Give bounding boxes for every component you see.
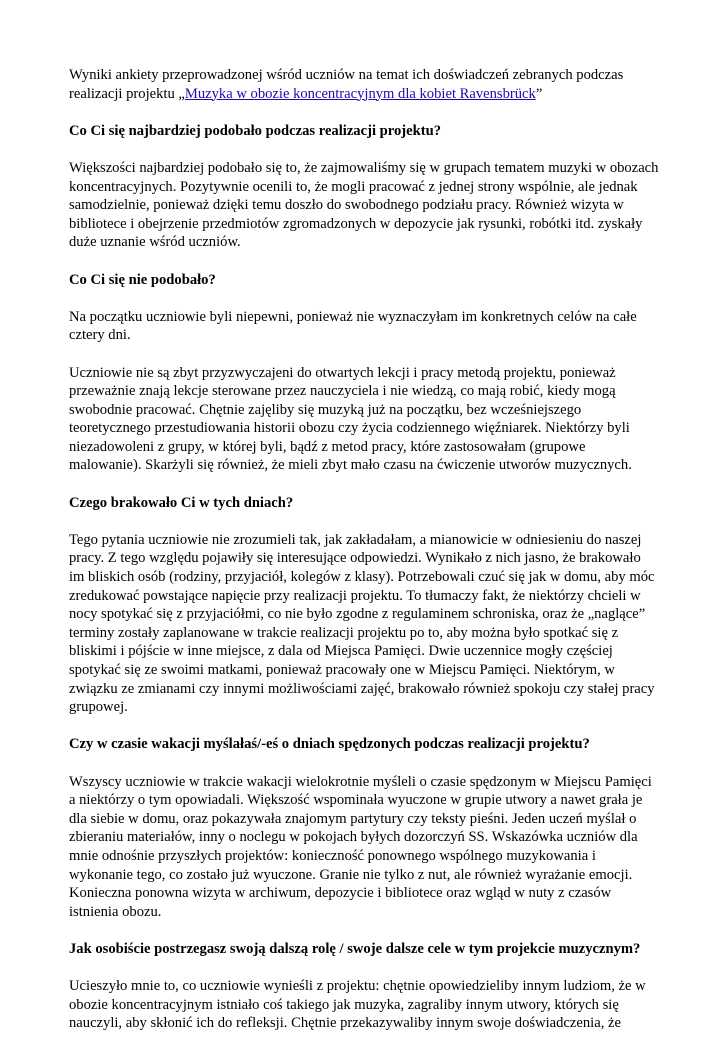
section-paragraph-liked: Większości najbardziej podobało się to, że zajmowaliśmy się w grupach tematem muzyki w obozach koncentracyjnych. Pozytywnie ocenili to, że mogli pracować z jednej strony wspólnie, ale jednak samodzielnie, ponieważ dzięki temu doszło do swobodnego podziału pracy. Również wizyta w bibliotece i obejrzenie przedmiotów zgromadzonych w depozycie jak rysunki, robótki itd. zyskały duże uznanie wśród uczniów. bbox=[69, 159, 659, 251]
document-page bbox=[69, 66, 659, 1051]
section-paragraph-disliked-2: Uczniowie nie są zbyt przyzwyczajeni do otwartych lekcji i pracy metodą projektu, ponieważ przeważnie znają lekcje sterowane przez nauczyciela i nie wiedzą, co mają robić, kiedy mogą swobodnie pracować. Chętnie zajęliby się muzyką już na początku, bez wcześniejszego teoretycznego przestudiowania historii obozu czy życia codziennego więźniarek. Niektórzy byli niezadowoleni z grupy, w której byli, bądź z metod pracy, które zastosowałam (grupowe malowanie). Skarżyli się również, że mieli zbyt mało czasu na ćwiczenie utworów muzycznych. bbox=[69, 364, 632, 474]
section-heading-liked: Co Ci się najbardziej podobało podczas realizacji projektu? bbox=[69, 122, 441, 139]
section-paragraph-disliked-1: Na początku uczniowie byli niepewni, ponieważ nie wyznaczyłam im konkretnych celów na całe cztery dni. bbox=[69, 308, 637, 344]
section-heading-missing: Czego brakowało Ci w tych dniach? bbox=[69, 494, 294, 511]
project-link[interactable]: Muzyka w obozie koncentracyjnym dla kobiet Ravensbrück bbox=[184, 85, 536, 102]
intro-paragraph bbox=[69, 66, 659, 103]
intro-text-before: Wyniki ankiety przeprowadzonej wśród uczniów na temat ich doświadczeń zebranych podczas realizacji projektu „ bbox=[69, 67, 624, 102]
section-paragraph-holidays: Wszyscy uczniowie w trakcie wakacji wielokrotnie myśleli o czasie spędzonym w Miejscu Pamięci a niektórzy o tym opowiadali. Większość wspominała wyuczone w grupie utwory a nawet grała je dla siebie w domu, oraz pokazywała znajomym partytury czy teksty pieśni. Jeden uczeń myślał o zbieraniu materiałów, inny o noclegu w pokojach byłych dozorczyń SS. Wskazówka uczniów dla mnie odnośnie przyszłych projektów: konieczność ponownego wspólnego muzykowania i wykonanie tego, co zostało już wyuczone. Granie nie tylko z nut, ale również wyrażanie emocji. Konieczna ponowna wizyta w archiwum, depozycie i bibliotece oraz wgląd w nuty z czasów istnienia obozu. bbox=[69, 773, 652, 920]
section-heading-holidays: Czy w czasie wakacji myślałaś/-eś o dniach spędzonych podczas realizacji projektu? bbox=[69, 736, 590, 753]
section-paragraph-missing: Tego pytania uczniowie nie zrozumieli tak, jak zakładałam, a mianowicie w odniesieniu do naszej pracy. Z tego względu pojawiły się interesujące odpowiedzi. Wynikało z nich jasno, że brakowało im bliskich osób (rodziny, przyjaciół, kolegów z klasy). Potrzebowali czuć się jak w domu, aby móc zredukować powstające napięcie przy realizacji projektu. To tłumaczy fakt, że niektórzy chcieli w nocy spotykać się z przyjaciółmi, co nie było zgodne z regulaminem schroniska, oraz że „naglące” terminy zostały zaplanowane w trakcie realizacji projektu po to, aby można było spotkać się z bliskimi i pójście w inne miejsce, z dala od Miejsca Pamięci. Dwie uczennice mogły częściej spotykać się ze swoimi matkami, ponieważ pracowały one w Miejscu Pamięci. Niektórym, w związku ze zmianami czy innymi możliwościami zajęć, brakowało również spokoju czy stałej pracy grupowej. bbox=[69, 531, 655, 716]
intro-text-after: ” bbox=[535, 85, 543, 102]
section-heading-disliked: Co Ci się nie podobało? bbox=[69, 271, 216, 288]
section-heading-role: Jak osobiście postrzegasz swoją dalszą rolę / swoje dalsze cele w tym projekcie muzycznym? bbox=[69, 940, 641, 957]
section-paragraph-role: Ucieszyło mnie to, co uczniowie wynieśli z projektu: chętnie opowiedzieliby innym ludziom, że w obozie koncentracyjnym istniało coś takiego jak muzyka, zagraliby innym utwory, których się nauczyli, aby skłonić ich do refleksji. Chętnie przekazywaliby innym swoje doświadczenia, że bbox=[69, 978, 646, 1032]
